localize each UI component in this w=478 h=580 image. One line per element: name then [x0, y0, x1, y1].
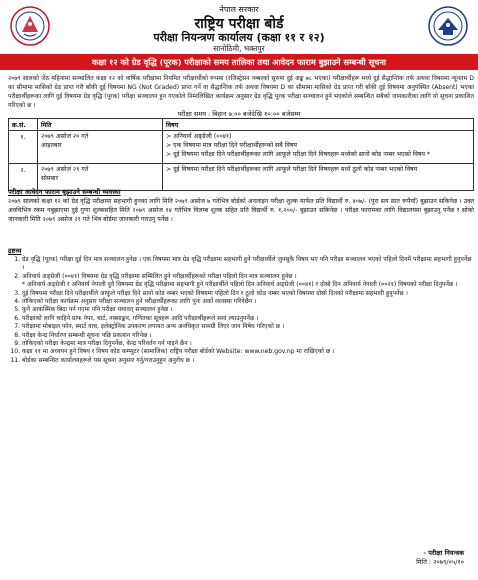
application-section	[8, 188, 474, 224]
notes-list	[8, 256, 474, 365]
application-heading: परीक्षा आवेदन फाराम बुझाउने सम्बन्धी व्यवस्था	[8, 188, 121, 196]
note-item: 7. परीक्षामा मोबाइल फोन, स्मार्ट वाच, इलेक्ट्रोनिक उपकरण लगायत अन्य अनधिकृत सामग्री लिएर जान निषेध गरिएको छ ।	[22, 323, 474, 331]
signature-date: मिति : २०७९/०५/१०	[416, 558, 464, 566]
row-date-text: २०७९ असोज २० गते आइतबार	[41, 133, 89, 149]
office-name: परीक्षा नियन्त्रण कार्यालय (कक्षा ११ र १२)	[153, 31, 325, 44]
notice-title-banner: कक्षा १२ को ग्रेड वृद्धि (पूरक) परीक्षाको समय तालिका तथा आवेदन फाराम बुझाउने सम्बन्धी सूचना	[0, 54, 478, 70]
note-item: 8. परीक्षा केन्द्र निर्धारण सम्बन्धी सूचना पछि प्रकाशन गरिनेछ ।	[22, 332, 474, 340]
column-header-subject: विषय	[163, 119, 474, 131]
row-date	[38, 164, 163, 191]
column-header-date: मिति	[38, 119, 163, 131]
row-date-text: २०७९ असोज २१ गते सोमबार	[41, 166, 89, 182]
government-label: नेपाल सरकार	[219, 5, 259, 14]
subject-item: > एक विषयमा मात्र परीक्षा दिने परीक्षार्थीहरूको सबै विषय	[166, 142, 297, 149]
note-item: 4. तोकिएको परीक्षा कार्यक्रम अनुसार परीक्षा सञ्चालन हुने परीक्षार्थीहरूका लागि पुनः अर्को व्यवस्था गरिनेछैन ।	[22, 298, 474, 306]
intro-paragraph: २०७९ सालको जेठ महिनामा सञ्चालित कक्षा १२ को वार्षिक परीक्षामा नियमित परीक्षार्थीको रूपमा (रजिस्ट्रेसन नम्बरको सुरुमा दुई अङ्क ७८ भएका) परीक्षार्थीहरू मध्ये दुई सैद्धान्तिक तर्फ अथवा विषयमा न्यूनतम D का सीमामा मासिको ग्रेड प्राप्त गरी बाँकी दुई विषयमा NG (Not Graded) प्राप्त गर्ने वा सैद्धान्तिक तर्फ अथवा विषयमा D का सीमामा मासिको ग्रेड प्राप्त गरी बाँकी दुई विषयमा अनुपस्थित (Absent) भएका परीक्षार्थीहरूका लागि दुई विषयमा ग्रेड वृद्धि (पूरक) परीक्षा सञ्चालन हुन गएकोले निम्नलिखित कार्यक्रम अनुसार ग्रेड वृद्धि पूरक परीक्षा सञ्चालन हुने भएकोले सम्बन्धित सबैको जानकारीका लागि यो सूचना प्रकाशित गरिएको छ ।	[8, 75, 474, 109]
note-item: 3. दुई विषयमा परीक्षा दिने परीक्षार्थीले आफूले परीक्षा दिने सानो कोड नम्बर भएको विषयमा पहिलो दिन र ठूलो कोड नम्बर भएको विषयमा दोस्रो दिनको परीक्षामा सहभागी हुनुपर्नेछ ।	[22, 290, 474, 298]
row-sn: १.	[9, 131, 38, 164]
office-location: सानोठिमी, भक्तपुर	[213, 44, 265, 53]
notes-section	[8, 247, 474, 365]
exam-time: परीक्षा समय : बिहान ७:०० बजेदेखि १०:०० बजेसम्म	[177, 110, 301, 118]
note-item: 2. अनिवार्य अङ्ग्रेजी (००४१) विषयमा ग्रेड वृद्धि परीक्षामा सम्मिलित हुने परीक्षार्थीहरूको परीक्षा पहिलो दिन मात्र सञ्चालन हुनेछ । * अनिवार्य अङ्ग्रेजी र अनिवार्य नेपाली दुवै विषयमा ग्रेड वृद्धि परीक्षामा सहभागी हुने परीक्षार्थीले पहिलो दिन अनिवार्य अङ्ग्रेजी (००४१) र दोस्रो दिन अनिवार्य नेपाली (००२१) विषयको परीक्षा दिनुपर्नेछ ।	[22, 273, 474, 290]
table-row	[9, 131, 474, 164]
exam-schedule-table	[8, 118, 474, 191]
column-header-sn: क्र.सं.	[9, 119, 38, 131]
note-item: 11. बोर्डका सम्बन्धित कार्यालयहरूले यस सूचना अनुसार गर्नु/गराउनुहुन अनुरोध छ ।	[22, 357, 474, 365]
note-item: 5. कुनै आकस्मिक बिदा पर्न गएमा पनि परीक्षा यथावत् सञ्चालन हुनेछ ।	[22, 306, 474, 314]
note-item: 9. तोकिएको परीक्षा केन्द्रमा मात्र परीक्षा दिनुपर्नेछ, केन्द्र परिवर्तन गर्न पाइने छैन ।	[22, 340, 474, 348]
note-item: 6. परीक्षाको लागि चाहिने ग्राफ पेपर, चार्ट, नक्साङ्कन, गणितका सूत्रहरू आदि परीक्षार्थीहरूले स्वयं ल्याउनुपर्नेछ ।	[22, 315, 474, 323]
note-item: 10. कक्षा ११ मा अध्ययन हुने विषय र विषय कोड कम्प्युटर (सामाजिक) राष्ट्रिय परीक्षा बोर्डको Website: www.neb.gov.np मा राखिएको छ ।	[22, 348, 474, 356]
board-name: राष्ट्रिय परीक्षा बोर्ड	[194, 16, 284, 32]
row-sn: २.	[9, 164, 38, 191]
subject-item: > अनिवार्य अङ्ग्रेजी (००४१)	[166, 133, 232, 140]
table-row	[9, 164, 474, 191]
subject-item: > दुई विषयमा परीक्षा दिने परीक्षार्थीहरूका लागि आफूले परीक्षा दिने विषयहरू मध्येको सानो कोड नम्बर भएको विषय *	[166, 151, 431, 158]
table-header-row	[9, 119, 474, 131]
signature-block	[416, 548, 464, 566]
subject-item: > दुई विषयमा परीक्षा दिने परीक्षार्थीहरूका लागि आफूले परीक्षा दिने विषयहरू मध्ये ठूलो कोड नम्बर भएको विषय	[166, 166, 418, 173]
row-subjects	[163, 164, 474, 191]
row-subjects	[163, 131, 474, 164]
row-date	[38, 131, 163, 164]
notes-heading: द्रष्टव्य	[8, 247, 22, 255]
application-text: २०७९ सालको कक्षा १२ को ग्रेड वृद्धि परीक्षामा सहभागी हुनका लागि मिति २०७९ असोज ७ गतेभित्र बोर्डको अनलाइन परीक्षा शुल्क मार्फत प्रति विद्यार्थी रु. ४०७/- (पुरा सय सात रूपैयाँ) बुझाउन सकिनेछ । उक्त अवधिभित्र रकम नबुझाएमा दुई गुणा शुल्कसहित मिति २०७९ असोज १४ गतेभित्र विलम्ब शुल्क सहित प्रति विद्यार्थी रु. १,२००/- बुझाउन सकिनेछ । परीक्षा फारामका लागि विद्यालयमा बुझाउनु पर्नेछ र सोको जानकारी मिति २०७९ असोज २१ गते भित्र बोर्डमा जानकारी गराउनु पर्नेछ ।	[8, 198, 474, 223]
note-item: 1. ग्रेड वृद्धि (पूरक) परीक्षा दुई दिन मात्र सञ्चालन हुनेछ । एक विषयमा मात्र ग्रेड वृद्धि परीक्षामा सहभागी हुने परीक्षार्थीले जुनसुकै विषय भए पनि परीक्षा सञ्चालन भएको पहिलो दिनमै परीक्षामा सहभागी हुनुपर्नेछ ।	[22, 256, 474, 273]
signature-title: - परीक्षा नियन्त्रक	[423, 549, 464, 557]
